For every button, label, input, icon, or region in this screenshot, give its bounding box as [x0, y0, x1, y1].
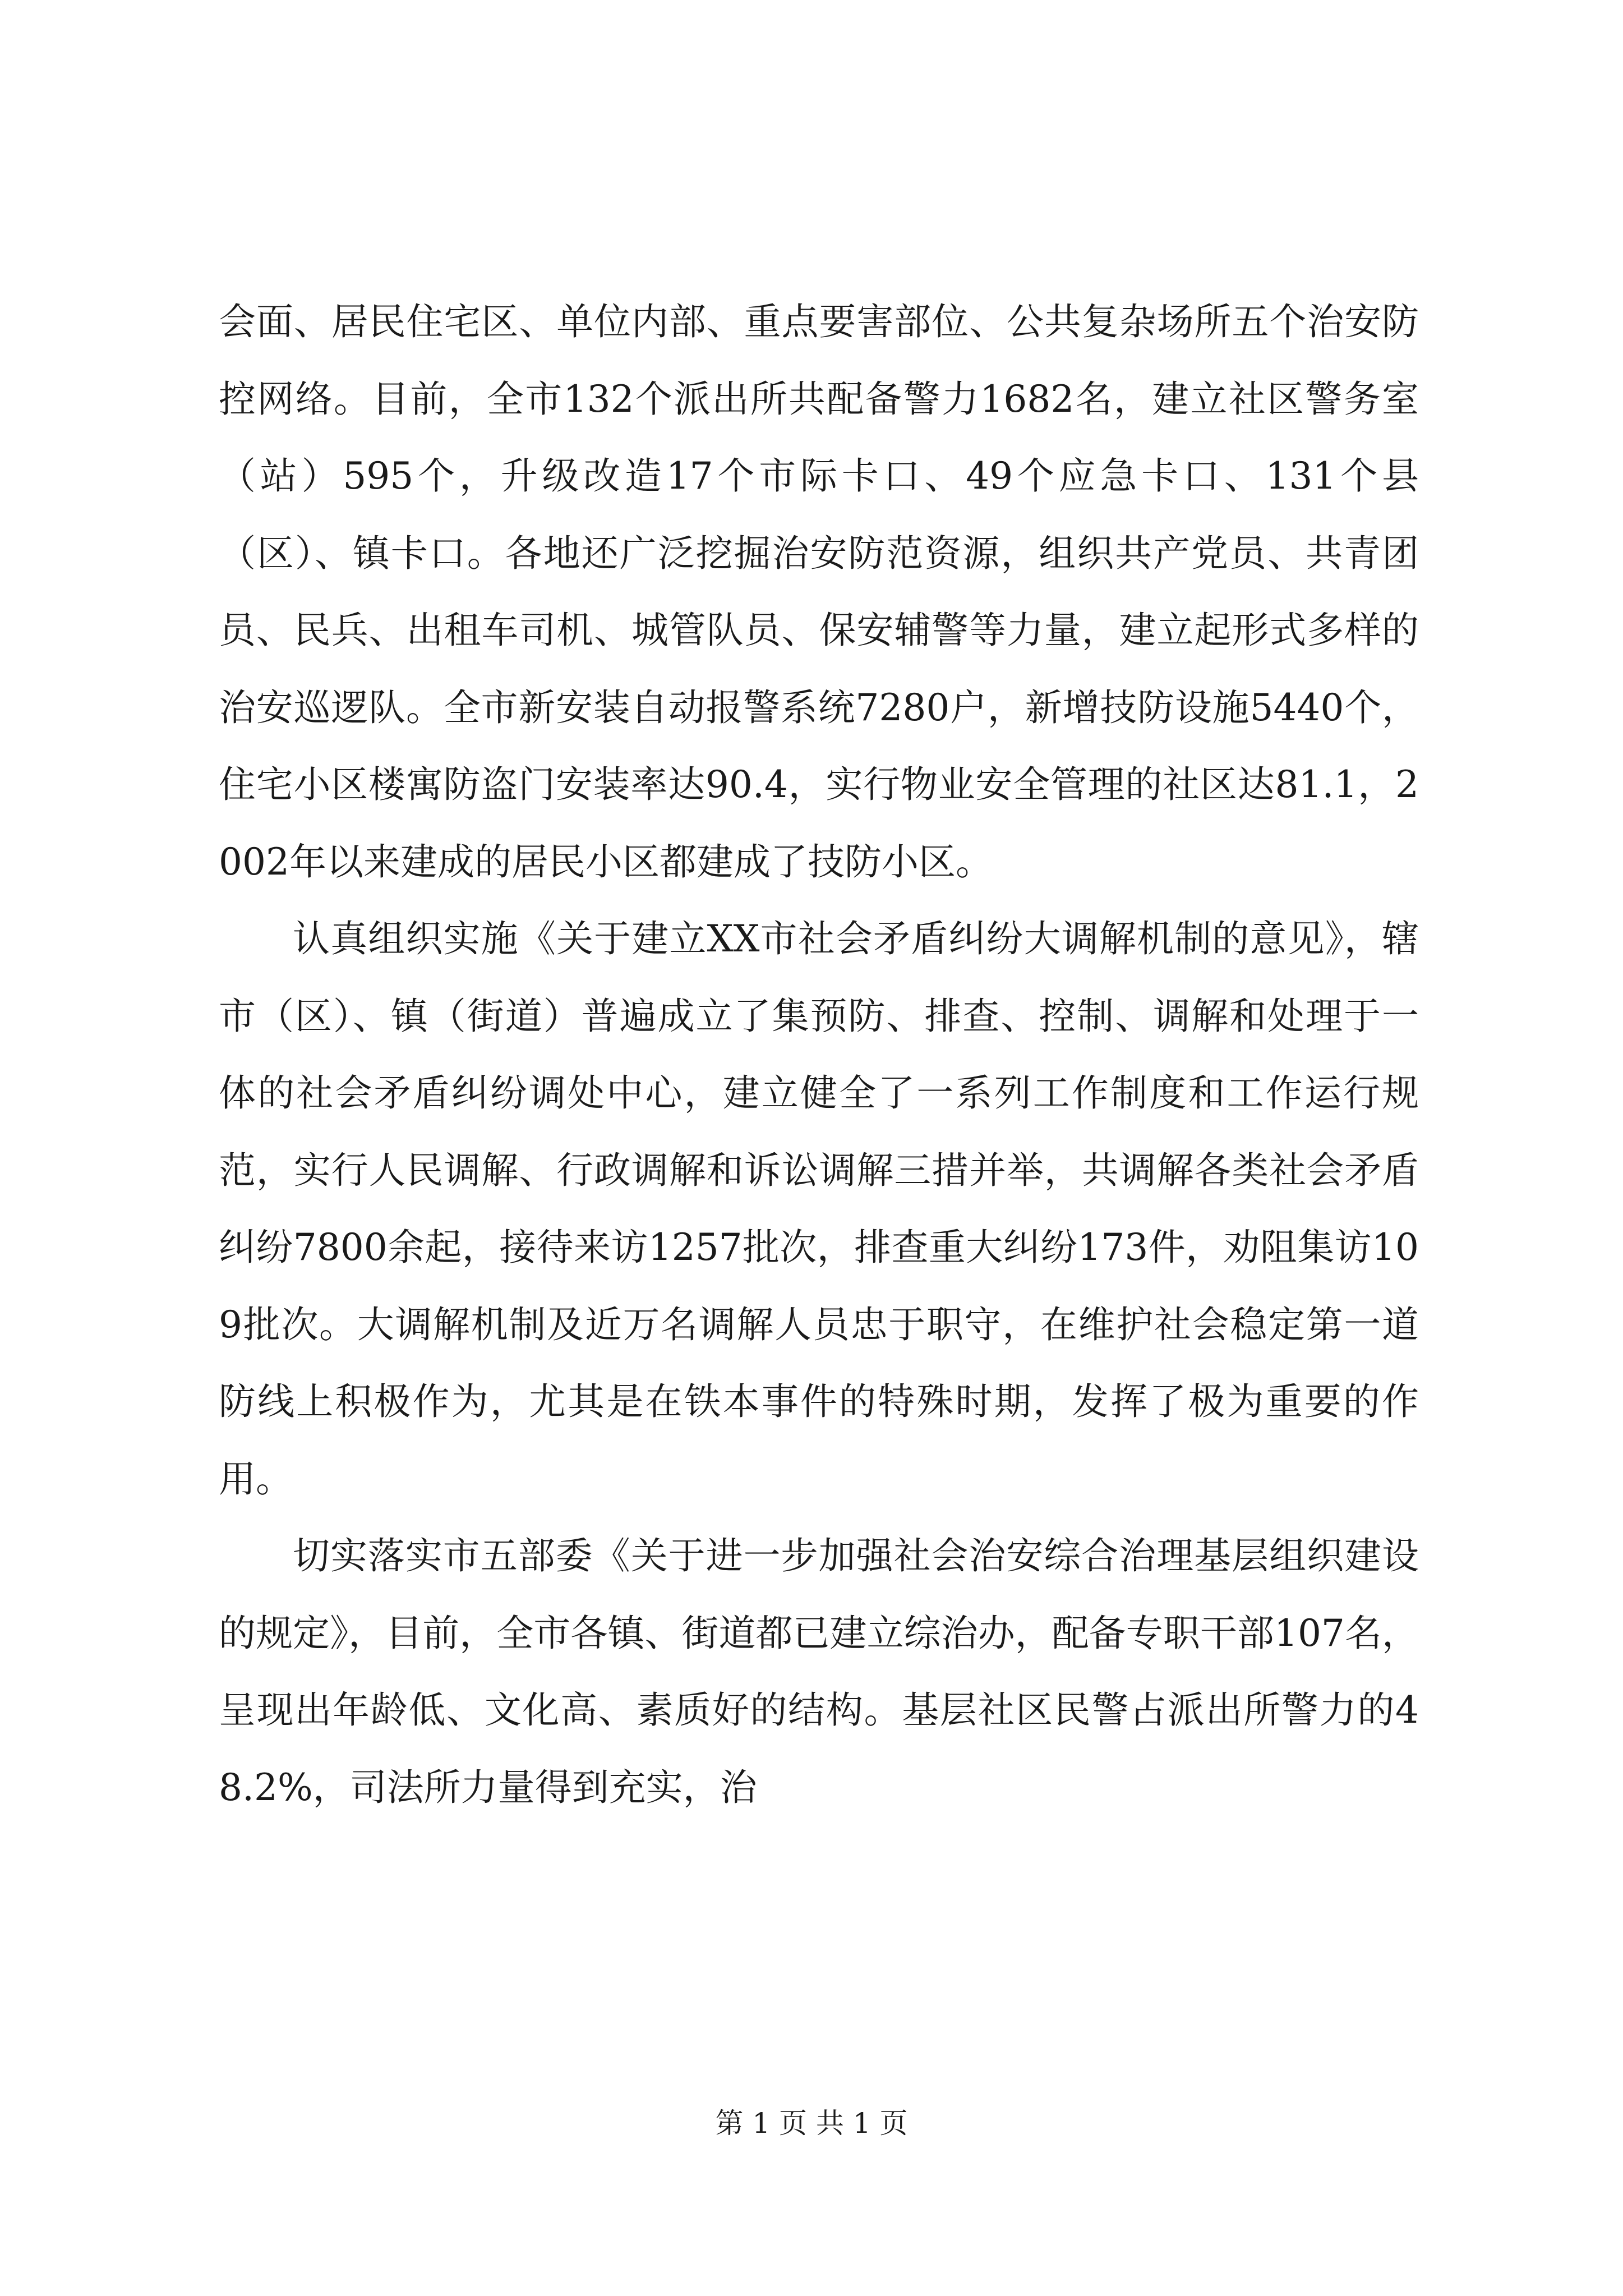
paragraph-2: 认真组织实施《关于建立XX市社会矛盾纠纷大调解机制的意见》，辖市（区）、镇（街道）普遍成立了集预防、排查、控制、调解和处理于一体的社会矛盾纠纷调处中心，建立健全了一系列工作制度和工作运行规范，实行人民调解、行政调解和诉讼调解三措并举，共调解各类社会矛盾纠纷7800余起，接待来访1257批次，排查重大纠纷173件，劝阻集访109批次。大调解机制及近万名调解人员忠于职守，在维护社会稳定第一道防线上积极作为，尤其是在铁本事件的特殊时期，发挥了极为重要的作用。	[219, 917, 1419, 1501]
paragraph-3: 切实落实市五部委《关于进一步加强社会治安综合治理基层组织建设的规定》，目前，全市各镇、街道都已建立综治办，配备专职干部107名，呈现出年龄低、文化高、素质好的结构。基层社区民警占派出所警力的48.2%，司法所力量得到充实，治	[219, 1534, 1419, 1809]
document-body	[219, 283, 1419, 1826]
paragraph-1: 会面、居民住宅区、单位内部、重点要害部位、公共复杂场所五个治安防控网络。目前，全市132个派出所共配备警力1682名，建立社区警务室（站）595个，升级改造17个市际卡口、49个应急卡口、131个县（区）、镇卡口。各地还广泛挖掘治安防范资源，组织共产党员、共青团员、民兵、出租车司机、城管队员、保安辅警等力量，建立起形式多样的治安巡逻队。全市新安装自动报警系统7280户，新增技防设施5440个，住宅小区楼寓防盗门安装率达90.4，实行物业安全管理的社区达81.1，2002年以来建成的居民小区都建成了技防小区。	[219, 300, 1419, 884]
page-footer: 第 1 页 共 1 页	[715, 2107, 908, 2139]
